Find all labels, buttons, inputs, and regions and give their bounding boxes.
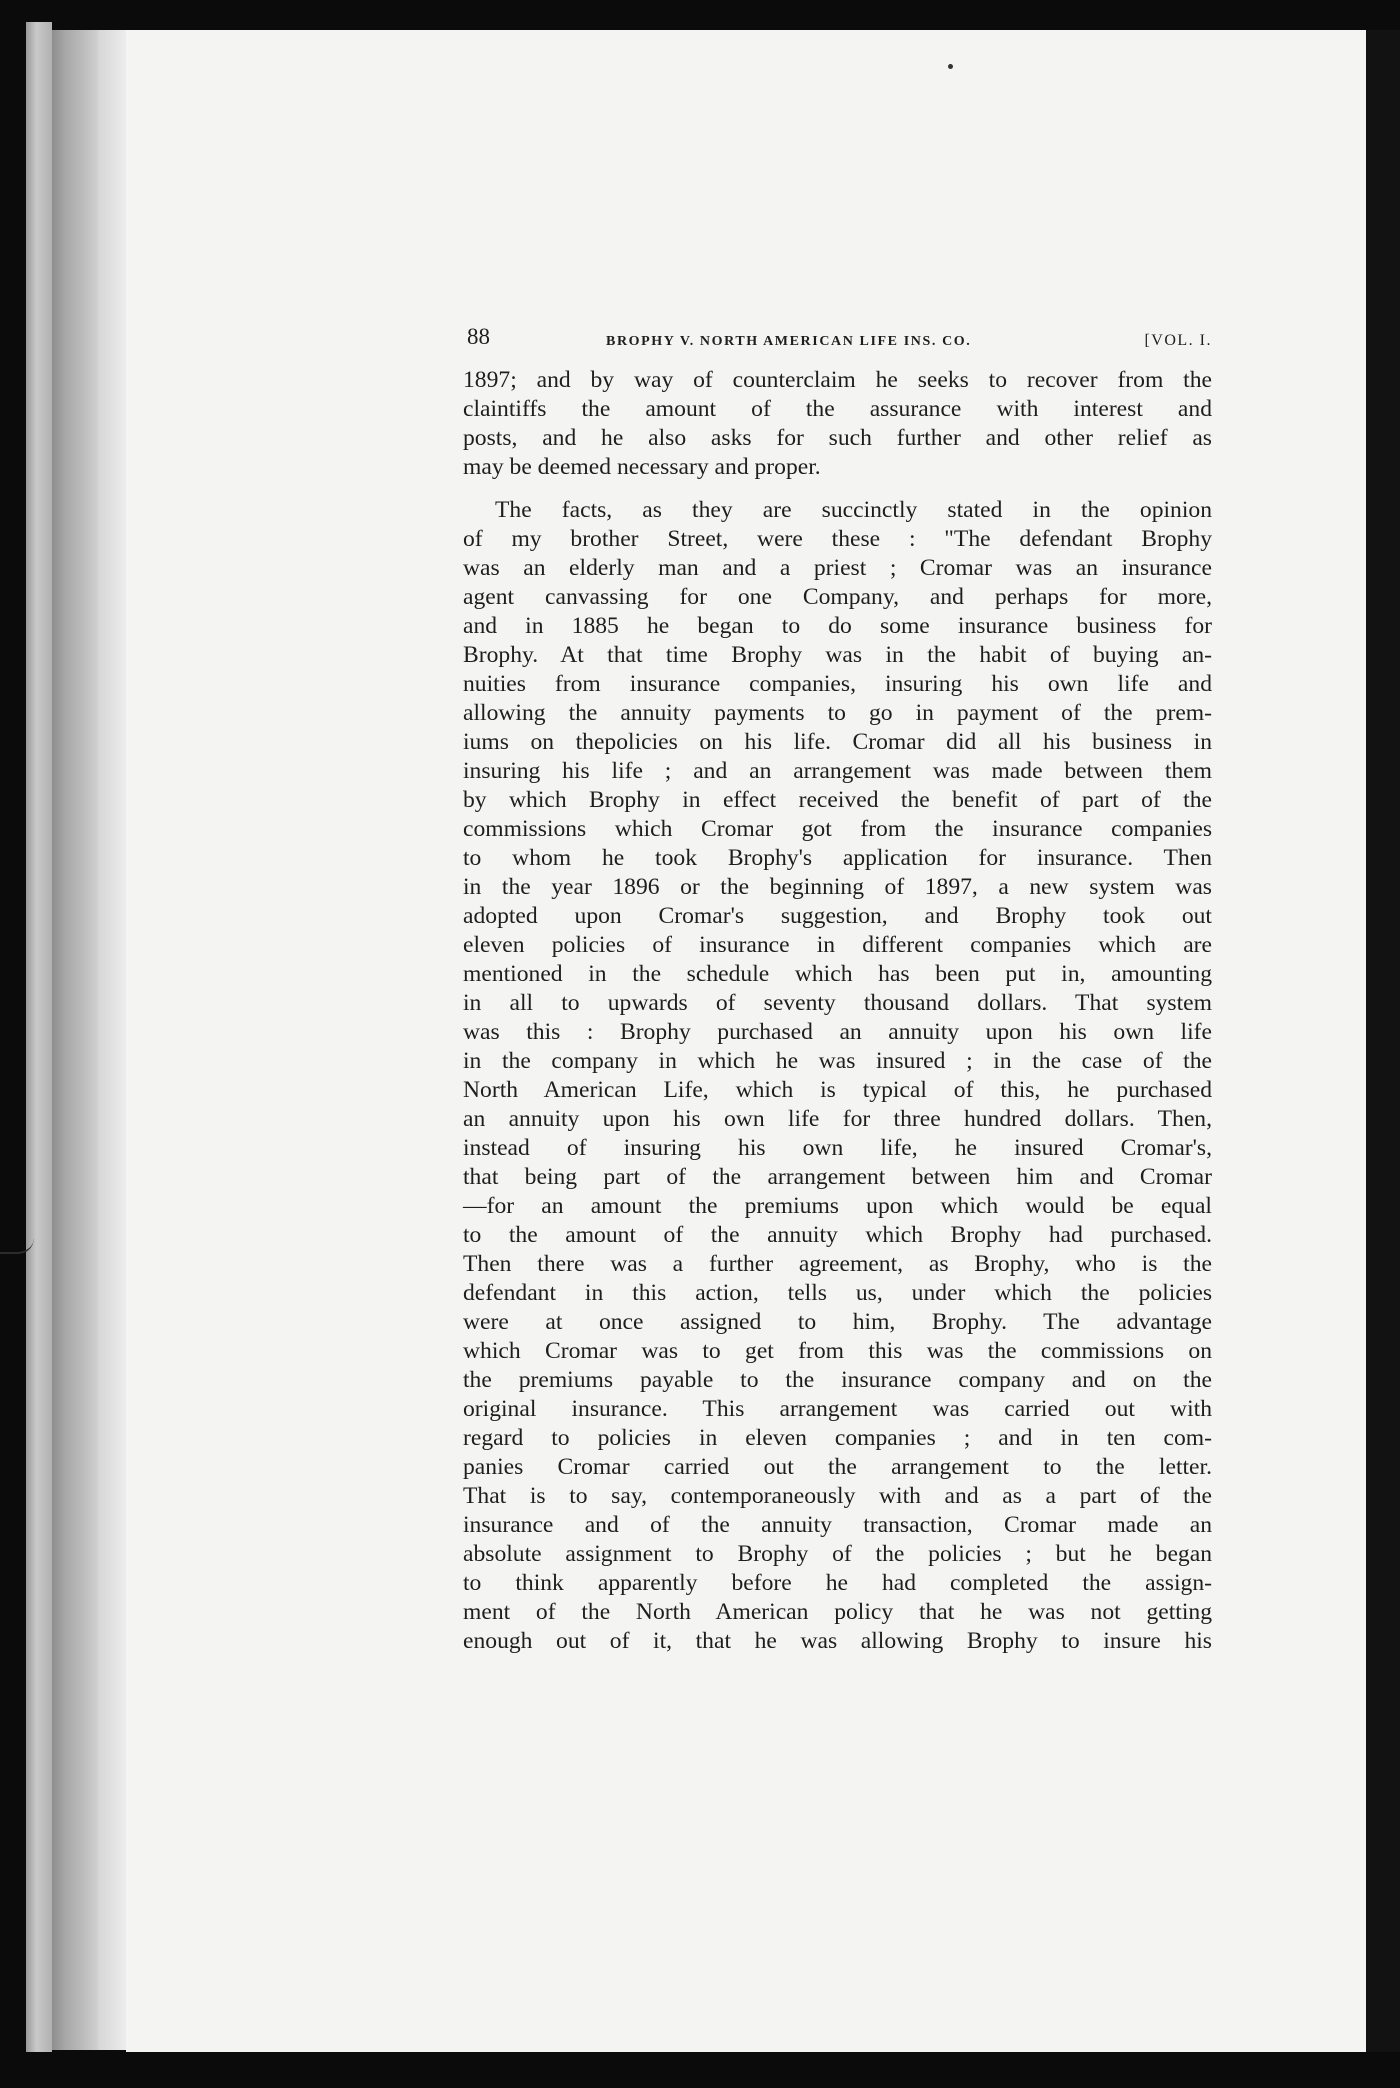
text-line: that being part of the arrangement between him and Cromar <box>463 1164 1212 1190</box>
text-line: in the company in which he was insured ; in the case of the <box>463 1048 1212 1074</box>
volume-label: [VOL. I. <box>1144 332 1212 349</box>
book-edge-inner <box>52 30 98 2050</box>
text-line: was an elderly man and a priest ; Cromar was an insurance <box>463 555 1212 581</box>
page-number: 88 <box>467 324 490 349</box>
text-line: 1897; and by way of counterclaim he seeks to recover from the <box>463 367 1212 393</box>
text-line: of my brother Street, were these : "The defendant Brophy <box>463 526 1212 552</box>
text-line: eleven policies of insurance in different companies which are <box>463 932 1212 958</box>
text-line: claintiffs the amount of the assurance with interest and <box>463 396 1212 422</box>
running-header <box>463 320 1212 360</box>
text-line: That is to say, contemporaneously with and as a part of the <box>463 1483 1212 1509</box>
text-line: to whom he took Brophy's application for insurance. Then <box>463 845 1212 871</box>
text-line: North American Life, which is typical of this, he purchased <box>463 1077 1212 1103</box>
text-line: posts, and he also asks for such further and other relief as <box>463 425 1212 451</box>
running-title: BROPHY V. NORTH AMERICAN LIFE INS. CO. <box>606 334 972 349</box>
text-line: The facts, as they are succinctly stated in the opinion <box>495 497 1212 523</box>
text-line: Brophy. At that time Brophy was in the habit of buying an- <box>463 642 1212 668</box>
text-line: commissions which Cromar got from the insurance companies <box>463 816 1212 842</box>
right-dark-border <box>1366 30 1400 2052</box>
page-text-block <box>463 320 1212 1656</box>
text-line: regard to policies in eleven companies ; and in ten com- <box>463 1425 1212 1451</box>
text-line: in all to upwards of seventy thousand dollars. That system <box>463 990 1212 1016</box>
text-line: by which Brophy in effect received the benefit of part of the <box>463 787 1212 813</box>
gutter-shadow <box>98 30 128 2050</box>
text-line: absolute assignment to Brophy of the policies ; but he began <box>463 1541 1212 1567</box>
text-line: instead of insuring his own life, he insured Cromar's, <box>463 1135 1212 1161</box>
paragraph-1 <box>463 366 1212 482</box>
text-line: nuities from insurance companies, insuring his own life and <box>463 671 1212 697</box>
text-line: agent canvassing for one Company, and perhaps for more, <box>463 584 1212 610</box>
text-line: original insurance. This arrangement was carried out with <box>463 1396 1212 1422</box>
text-line: panies Cromar carried out the arrangement to the letter. <box>463 1454 1212 1480</box>
text-line: was this : Brophy purchased an annuity upon his own life <box>463 1019 1212 1045</box>
text-line: in the year 1896 or the beginning of 1897, a new system was <box>463 874 1212 900</box>
book-edge-outer <box>26 22 52 2052</box>
text-line: defendant in this action, tells us, under which the policies <box>463 1280 1212 1306</box>
text-line: allowing the annuity payments to go in payment of the prem- <box>463 700 1212 726</box>
text-line: mentioned in the schedule which has been put in, amounting <box>463 961 1212 987</box>
text-line: —for an amount the premiums upon which would be equal <box>463 1193 1212 1219</box>
text-line: the premiums payable to the insurance company and on the <box>463 1367 1212 1393</box>
text-line: were at once assigned to him, Brophy. The advantage <box>463 1309 1212 1335</box>
text-line: may be deemed necessary and proper. <box>463 454 821 480</box>
paper-speck <box>948 64 953 69</box>
paragraph-2 <box>463 496 1212 1656</box>
text-line: insurance and of the annuity transaction, Cromar made an <box>463 1512 1212 1538</box>
text-line: to think apparently before he had completed the assign- <box>463 1570 1212 1596</box>
text-line: iums on thepolicies on his life. Cromar did all his business in <box>463 729 1212 755</box>
text-line: insuring his life ; and an arrangement was made between them <box>463 758 1212 784</box>
text-line: enough out of it, that he was allowing Brophy to insure his <box>463 1628 1212 1654</box>
text-line: which Cromar was to get from this was the commissions on <box>463 1338 1212 1364</box>
text-line: ment of the North American policy that he was not getting <box>463 1599 1212 1625</box>
text-line: Then there was a further agreement, as Brophy, who is the <box>463 1251 1212 1277</box>
text-line: and in 1885 he began to do some insurance business for <box>463 613 1212 639</box>
text-line: an annuity upon his own life for three hundred dollars. Then, <box>463 1106 1212 1132</box>
text-line: adopted upon Cromar's suggestion, and Brophy took out <box>463 903 1212 929</box>
text-line: to the amount of the annuity which Brophy had purchased. <box>463 1222 1212 1248</box>
